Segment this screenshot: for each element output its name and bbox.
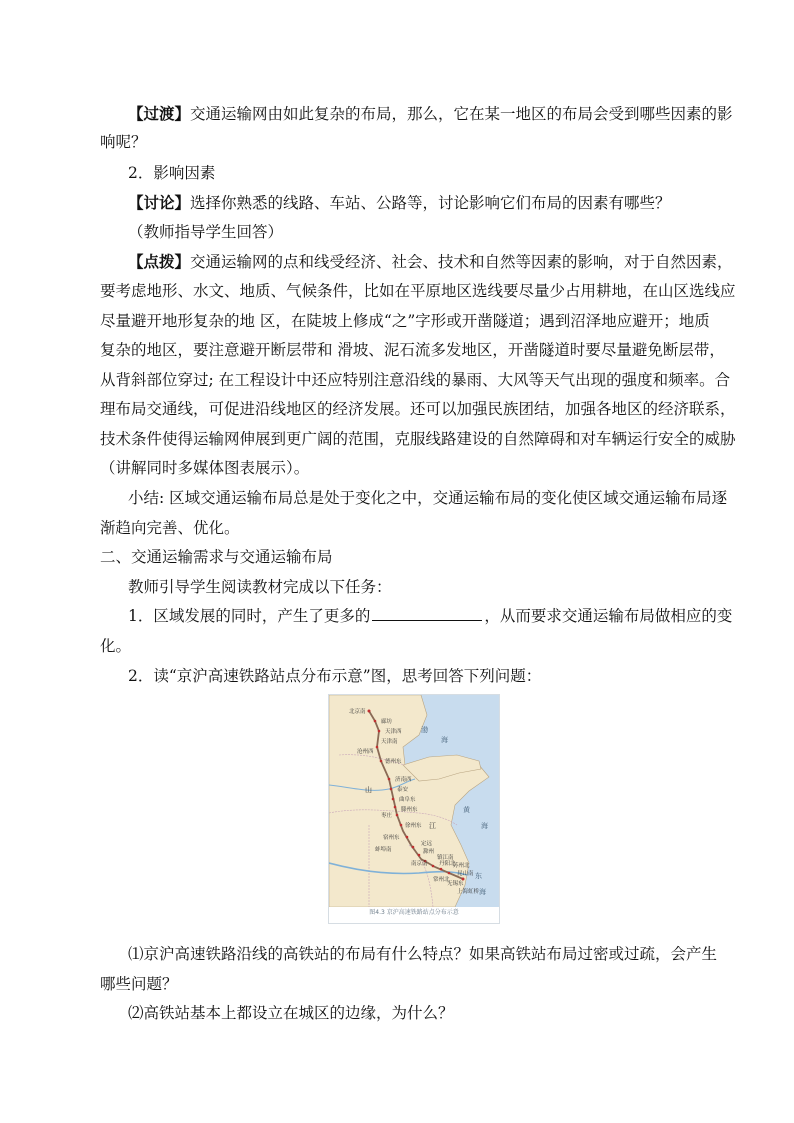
pointing-line-7: 技术条件使得运输网伸展到更广阔的范围，克服线路建设的自然障碍和对车辆运行安全的威胁 <box>100 430 736 448</box>
station-label: 丹阳北 <box>439 861 456 867</box>
pointing-line-5: 从背斜部位穿过; 在工程设计中还应特别注意沿线的暴雨、大风等天气出现的强度和频率。合 <box>100 371 731 389</box>
task-2: 2．读“京沪高速铁路站点分布示意”图，思考回答下列问题： <box>128 667 542 685</box>
task-1 <box>128 606 733 626</box>
summary-line-1: 小结: 区域交通运输布局总是处于变化之中，交通运输布局的变化使区域交通运输布局逐 <box>128 489 728 507</box>
pointing-line-3: 尽量避开地形复杂的地 区，在陡坡上修成“之”字形或开凿隧道；遇到沼泽地应避开；地质 <box>100 312 710 330</box>
station-label: 天津西 <box>385 729 402 735</box>
station-label: 泰安 <box>397 787 409 793</box>
sea-label: 海 <box>479 888 486 896</box>
teacher-note: （教师指导学生回答） <box>128 223 284 241</box>
station-label: 苏州北 <box>453 863 470 869</box>
sea-label: 渤 <box>421 726 428 734</box>
teacher-guide: 教师引导学生阅读教材完成以下任务： <box>128 578 392 596</box>
station-label: 济南西 <box>395 777 412 783</box>
question-1: ⑴京沪高速铁路沿线的高铁站的布局有什么特点？如果高铁站布局过密或过疏，会产生 <box>128 945 718 963</box>
transition-tag: 【过渡】 <box>128 104 191 123</box>
region-label: 山 <box>365 786 372 794</box>
sea-label: 东 <box>475 872 482 880</box>
pointing-line-4: 复杂的地区，要注意避开断层带和 滑坡、泥石流多发地区，开凿隧道时要尽量避免断层带， <box>100 341 725 359</box>
region-label: 江 <box>429 822 436 830</box>
question-2: ⑵高铁站基本上都设立在城区的边缘，为什么？ <box>128 1004 454 1022</box>
discussion-text: 选择你熟悉的线路、车站、公路等，讨论影响它们布局的因素有哪些？ <box>190 194 671 212</box>
fill-in-blank[interactable] <box>372 606 482 621</box>
station-label: 镇江南 <box>437 855 454 861</box>
task-1-cont: 化。 <box>100 637 132 655</box>
station-label: 宿州东 <box>383 835 400 841</box>
sea-label: 海 <box>481 822 488 830</box>
station-label: 廊坊 <box>381 719 393 725</box>
transition-text: 交通运输网由如此复杂的布局，那么，它在某一地区的布局会受到哪些因素的影 <box>190 105 733 123</box>
summary-line-2: 渐趋向完善、优化。 <box>100 519 240 537</box>
station-label: 南京南 <box>411 861 428 867</box>
station-label: 滕州东 <box>401 807 418 813</box>
transition-paragraph <box>128 104 733 124</box>
heading-influence-factors: 2．影响因素 <box>128 164 216 182</box>
railway-map-figure <box>328 694 500 924</box>
station-label: 定远 <box>421 841 433 847</box>
figure-caption: 图4.3 京沪高速铁路站点分布示意 <box>369 909 459 916</box>
station-label: 德州东 <box>385 759 402 765</box>
station-label: 北京南 <box>349 709 366 715</box>
station-label: 昆山南 <box>457 871 474 877</box>
task-1-text-b: ，从而要求交通运输布局做相应的变 <box>484 607 733 625</box>
station-label: 蚌埠南 <box>375 847 392 853</box>
station-label: 徐州东 <box>405 823 422 829</box>
section-heading-2: 二、交通运输需求与交通运输布局 <box>100 548 333 566</box>
task-1-text-a: 1．区域发展的同时，产生了更多的 <box>128 607 371 625</box>
station-label: 无锡东 <box>447 881 464 887</box>
pointing-paragraph <box>128 252 733 272</box>
station-label: 沧州西 <box>357 749 374 755</box>
discussion-tag: 【讨论】 <box>128 193 191 212</box>
station-label: 天津南 <box>381 739 398 745</box>
pointing-line-8: （讲解同时多媒体图表展示）。 <box>100 459 310 477</box>
pointing-tag: 【点拨】 <box>128 252 191 271</box>
question-1-cont: 哪些问题？ <box>100 975 178 993</box>
sea-label: 海 <box>441 736 448 744</box>
pointing-line-2: 要考虑地形、水文、地质、气候条件，比如在平原地区选线要尽量少占用耕地，在山区选线应 <box>100 282 736 300</box>
station-label: 曲阜东 <box>399 797 416 803</box>
sea-label: 黄 <box>463 806 470 814</box>
station-label: 上海虹桥 <box>457 889 480 895</box>
pointing-text: 交通运输网的点和线受经济、社会、技术和自然等因素的影响，对于自然因素， <box>190 253 733 271</box>
discussion-paragraph <box>128 193 720 213</box>
station-label: 滁州 <box>423 849 435 855</box>
transition-text-cont: 响呢？ <box>100 133 147 151</box>
station-label: 常州北 <box>433 877 450 883</box>
pointing-line-6: 理布局交通线，可促进沿线地区的经济发展。还可以加强民族团结，加强各地区的经济联系， <box>100 400 736 418</box>
station-label: 枣庄 <box>381 813 393 819</box>
